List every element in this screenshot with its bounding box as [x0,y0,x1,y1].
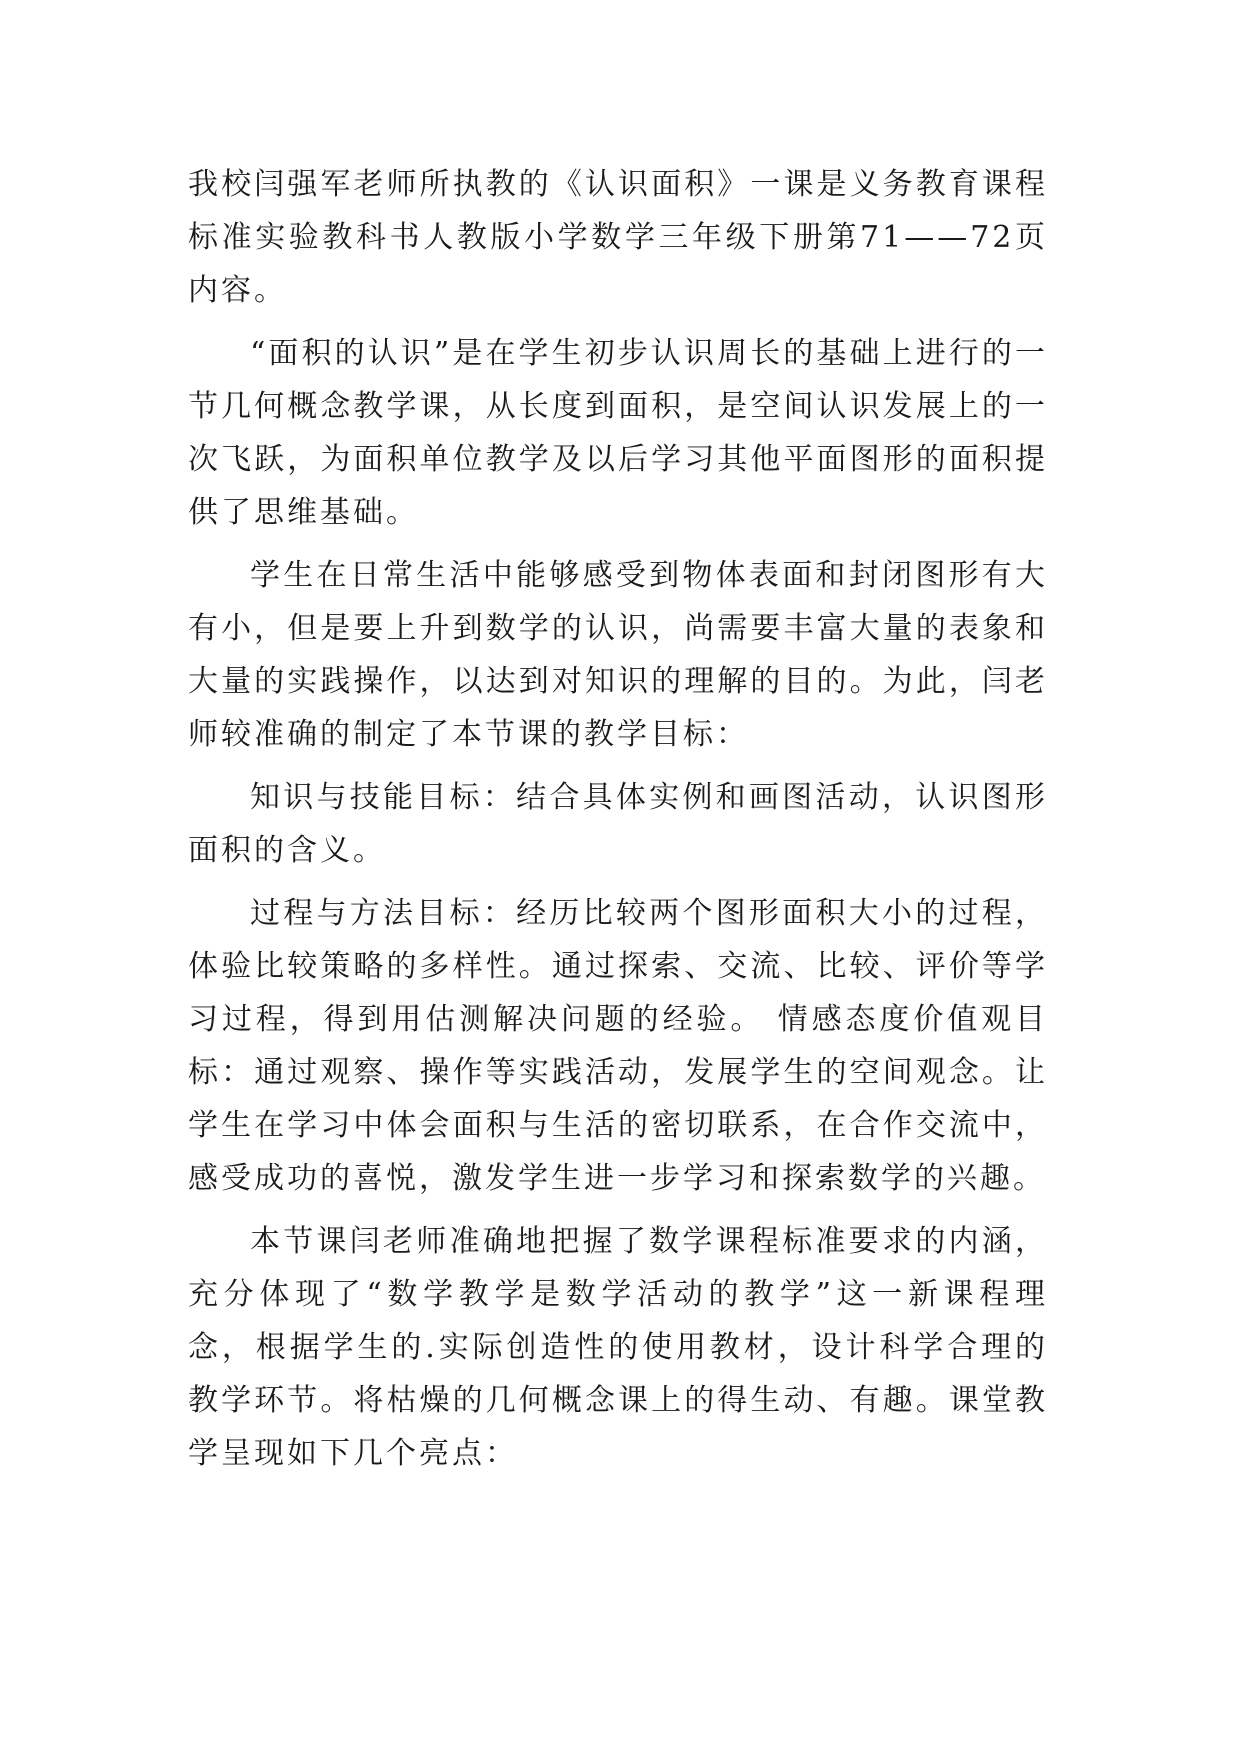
paragraph-students: 学生在日常生活中能够感受到物体表面和封闭图形有大有小，但是要上升到数学的认识，尚需要丰富大量的表象和大量的实践操作，以达到对知识的理解的目的。为此，闫老师较准确的制定了本节课的教学目标： [188,558,1048,752]
paragraph-highlights: 本节课闫老师准确地把握了数学课程标准要求的内涵，充分体现了“数学教学是数学活动的教学”这一新课程理念，根据学生的.实际创造性的使用教材，设计科学合理的教学环节。将枯燥的几何概念课上的得生动、有趣。课堂教学呈现如下几个亮点： [188,1224,1048,1471]
paragraph-concept: “面积的认识”是在学生初步认识周长的基础上进行的一节几何概念教学课，从长度到面积，是空间认识发展上的一次飞跃，为面积单位教学及以后学习其他平面图形的面积提供了思维基础。 [188,336,1048,530]
paragraph-knowledge-goal: 知识与技能目标：结合具体实例和画图活动，认识图形面积的含义。 [188,780,1048,868]
paragraph-process-goal: 过程与方法目标：经历比较两个图形面积大小的过程，体验比较策略的多样性。通过探索、交流、比较、评价等学习过程，得到用估测解决问题的经验。 情感态度价值观目标：通过观察、操作等实践活动，发展学生的空间观念。让学生在学习中体会面积与生活的密切联系，在合作交流中，感受成功的喜悦，激发学生进一步学习和探索数学的兴趣。 [188,896,1048,1196]
paragraph-intro: 我校闫强军老师所执教的《认识面积》一课是义务教育课程标准实验教科书人教版小学数学三年级下册第71——72页内容。 [188,167,1048,308]
document-body [188,158,1048,1490]
